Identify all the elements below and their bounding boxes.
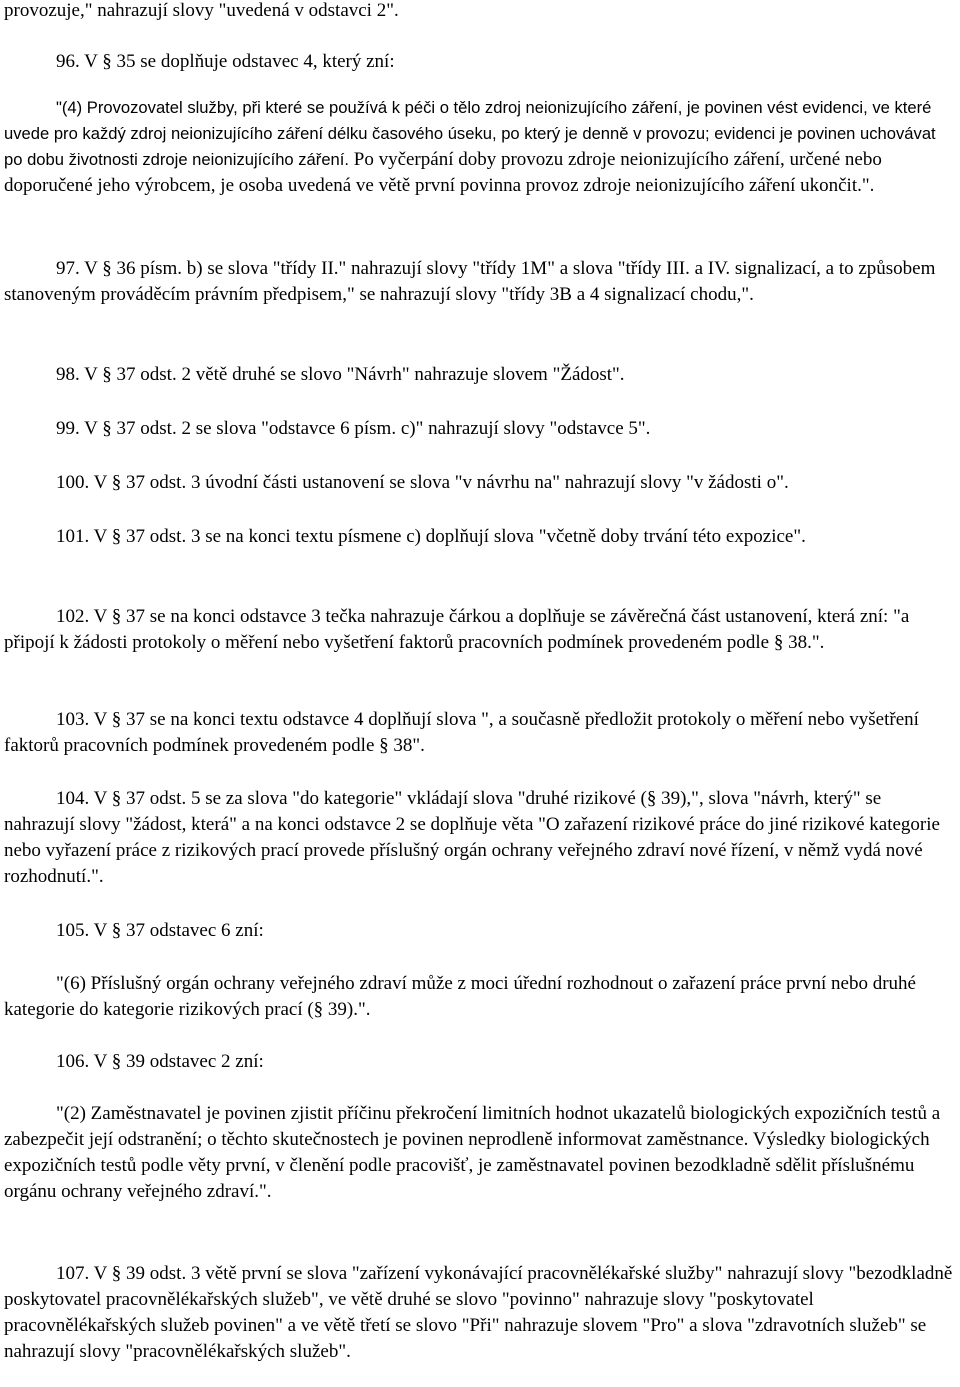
quoted-2-text: "(2) Zaměstnavatel je povinen zjistit příčinu překročení limitních hodnot ukazatelů biologických expozičních testů a zabezpečit její odstranění; o těchto skutečnostech je povinen neprodleně informovat zaměstnance. Výsledky biologických expozičních testů podle věty první, v členění podle pracovišť, je zaměstnavatel povinen bezodkladně sdělit příslušnému orgánu ochrany veřejného zdraví.". [4, 1103, 941, 1202]
item-104-text: 104. V § 37 odst. 5 se za slova "do kategorie" vkládají slova "druhé rizikové (§ 39),", slova "návrh, který" se nahrazují slovy "žádost, která" a na konci odstavce 2 se doplňuje věta "O zařazení rizikové práce do jiné rizikové kategorie nebo vyřazení práce z rizikových prací provede příslušný orgán ochrany veřejného zdraví nové řízení, v němž vydá nové rozhodnutí.". [4, 788, 940, 887]
paragraph-item-104 [4, 786, 956, 890]
paragraph-item-101 [4, 524, 954, 550]
paragraph-item-103 [4, 707, 956, 759]
quoted-4-text-sans: "(4) Provozovatel služby, při které se používá k péči o tělo zdroj neionizujícího záření, je povinen vést evidenci, ve které uvede pro každý zdroj neionizujícího záření délku časového úseku, po který je denně v provozu; evidenci je povinen uchovávat po dobu životnosti zdroje neionizujícího záření. [4, 98, 936, 169]
item-103-text: 103. V § 37 se na konci textu odstavce 4 doplňují slova ", a současně předložit protokoly o měření nebo vyšetření faktorů pracovních podmínek provedeném podle § 38". [4, 709, 919, 756]
item-107-text: 107. V § 39 odst. 3 větě první se slova "zařízení vykonávající pracovnělékařské služby" nahrazují slovy "bezodkladně poskytovatel pracovnělékařských služeb", ve větě druhé se slovo "povinno" nahrazuje slovy "poskytovatel pracovnělékařských služeb povinen" a ve větě třetí se slovo "Při" nahrazuje slovem "Pro" a slova "zdravotních služeb" se nahrazují slovy "pracovnělékařských služeb". [4, 1263, 953, 1362]
item-106-text: 106. V § 39 odstavec 2 zní: [56, 1051, 264, 1072]
paragraph-item-106 [4, 1049, 954, 1075]
paragraph-item-100 [4, 470, 956, 496]
paragraph-quoted-6 [4, 971, 956, 1023]
item-97-text: 97. V § 36 písm. b) se slova "třídy II." nahrazují slovy "třídy 1M" a slova "třídy III. a IV. signalizací, a to způsobem stanoveným prováděcím právním předpisem," se nahrazují slovy "třídy 3B a 4 signalizací chodu,". [4, 258, 936, 305]
item-105-text: 105. V § 37 odstavec 6 zní: [56, 920, 264, 941]
paragraph-item-96 [4, 49, 954, 75]
paragraph-item-97 [4, 256, 956, 308]
item-98-text: 98. V § 37 odst. 2 větě druhé se slovo "Návrh" nahrazuje slovem "Žádost". [56, 364, 625, 385]
paragraph-quoted-2 [4, 1101, 960, 1205]
paragraph-intro-tail [4, 0, 954, 24]
paragraph-item-105 [4, 918, 954, 944]
quoted-4-text-serif: Po vyčerpání doby provozu zdroje neionizujícího záření, určené nebo doporučené jeho výrobcem, je osoba uvedená ve větě první povinna provoz zdroje neionizujícího záření ukončit.". [4, 149, 882, 196]
intro-text: provozuje," nahrazují slovy "uvedená v odstavci 2". [4, 0, 399, 21]
item-102-text: 102. V § 37 se na konci odstavce 3 tečka nahrazuje čárkou a doplňuje se závěrečná část ustanovení, která zní: "a připojí k žádosti protokoly o měření nebo vyšetření faktorů pracovních podmínek provedeném podle § 38.". [4, 606, 910, 653]
item-100-text: 100. V § 37 odst. 3 úvodní části ustanovení se slova "v návrhu na" nahrazují slovy "v žádosti o". [56, 472, 789, 493]
paragraph-item-102 [4, 604, 956, 656]
paragraph-item-98 [4, 362, 954, 388]
quoted-6-text: "(6) Příslušný orgán ochrany veřejného zdraví může z moci úřední rozhodnout o zařazení práce první nebo druhé kategorie do kategorie rizikových prací (§ 39).". [4, 973, 916, 1020]
item-99-text: 99. V § 37 odst. 2 se slova "odstavce 6 písm. c)" nahrazují slovy "odstavce 5". [56, 418, 651, 439]
paragraph-item-99 [4, 416, 954, 442]
paragraph-quoted-4 [4, 95, 956, 199]
item-96-text: 96. V § 35 se doplňuje odstavec 4, který zní: [56, 51, 395, 72]
paragraph-item-107 [4, 1261, 956, 1365]
item-101-text: 101. V § 37 odst. 3 se na konci textu písmene c) doplňují slova "včetně doby trvání této expozice". [56, 526, 806, 547]
